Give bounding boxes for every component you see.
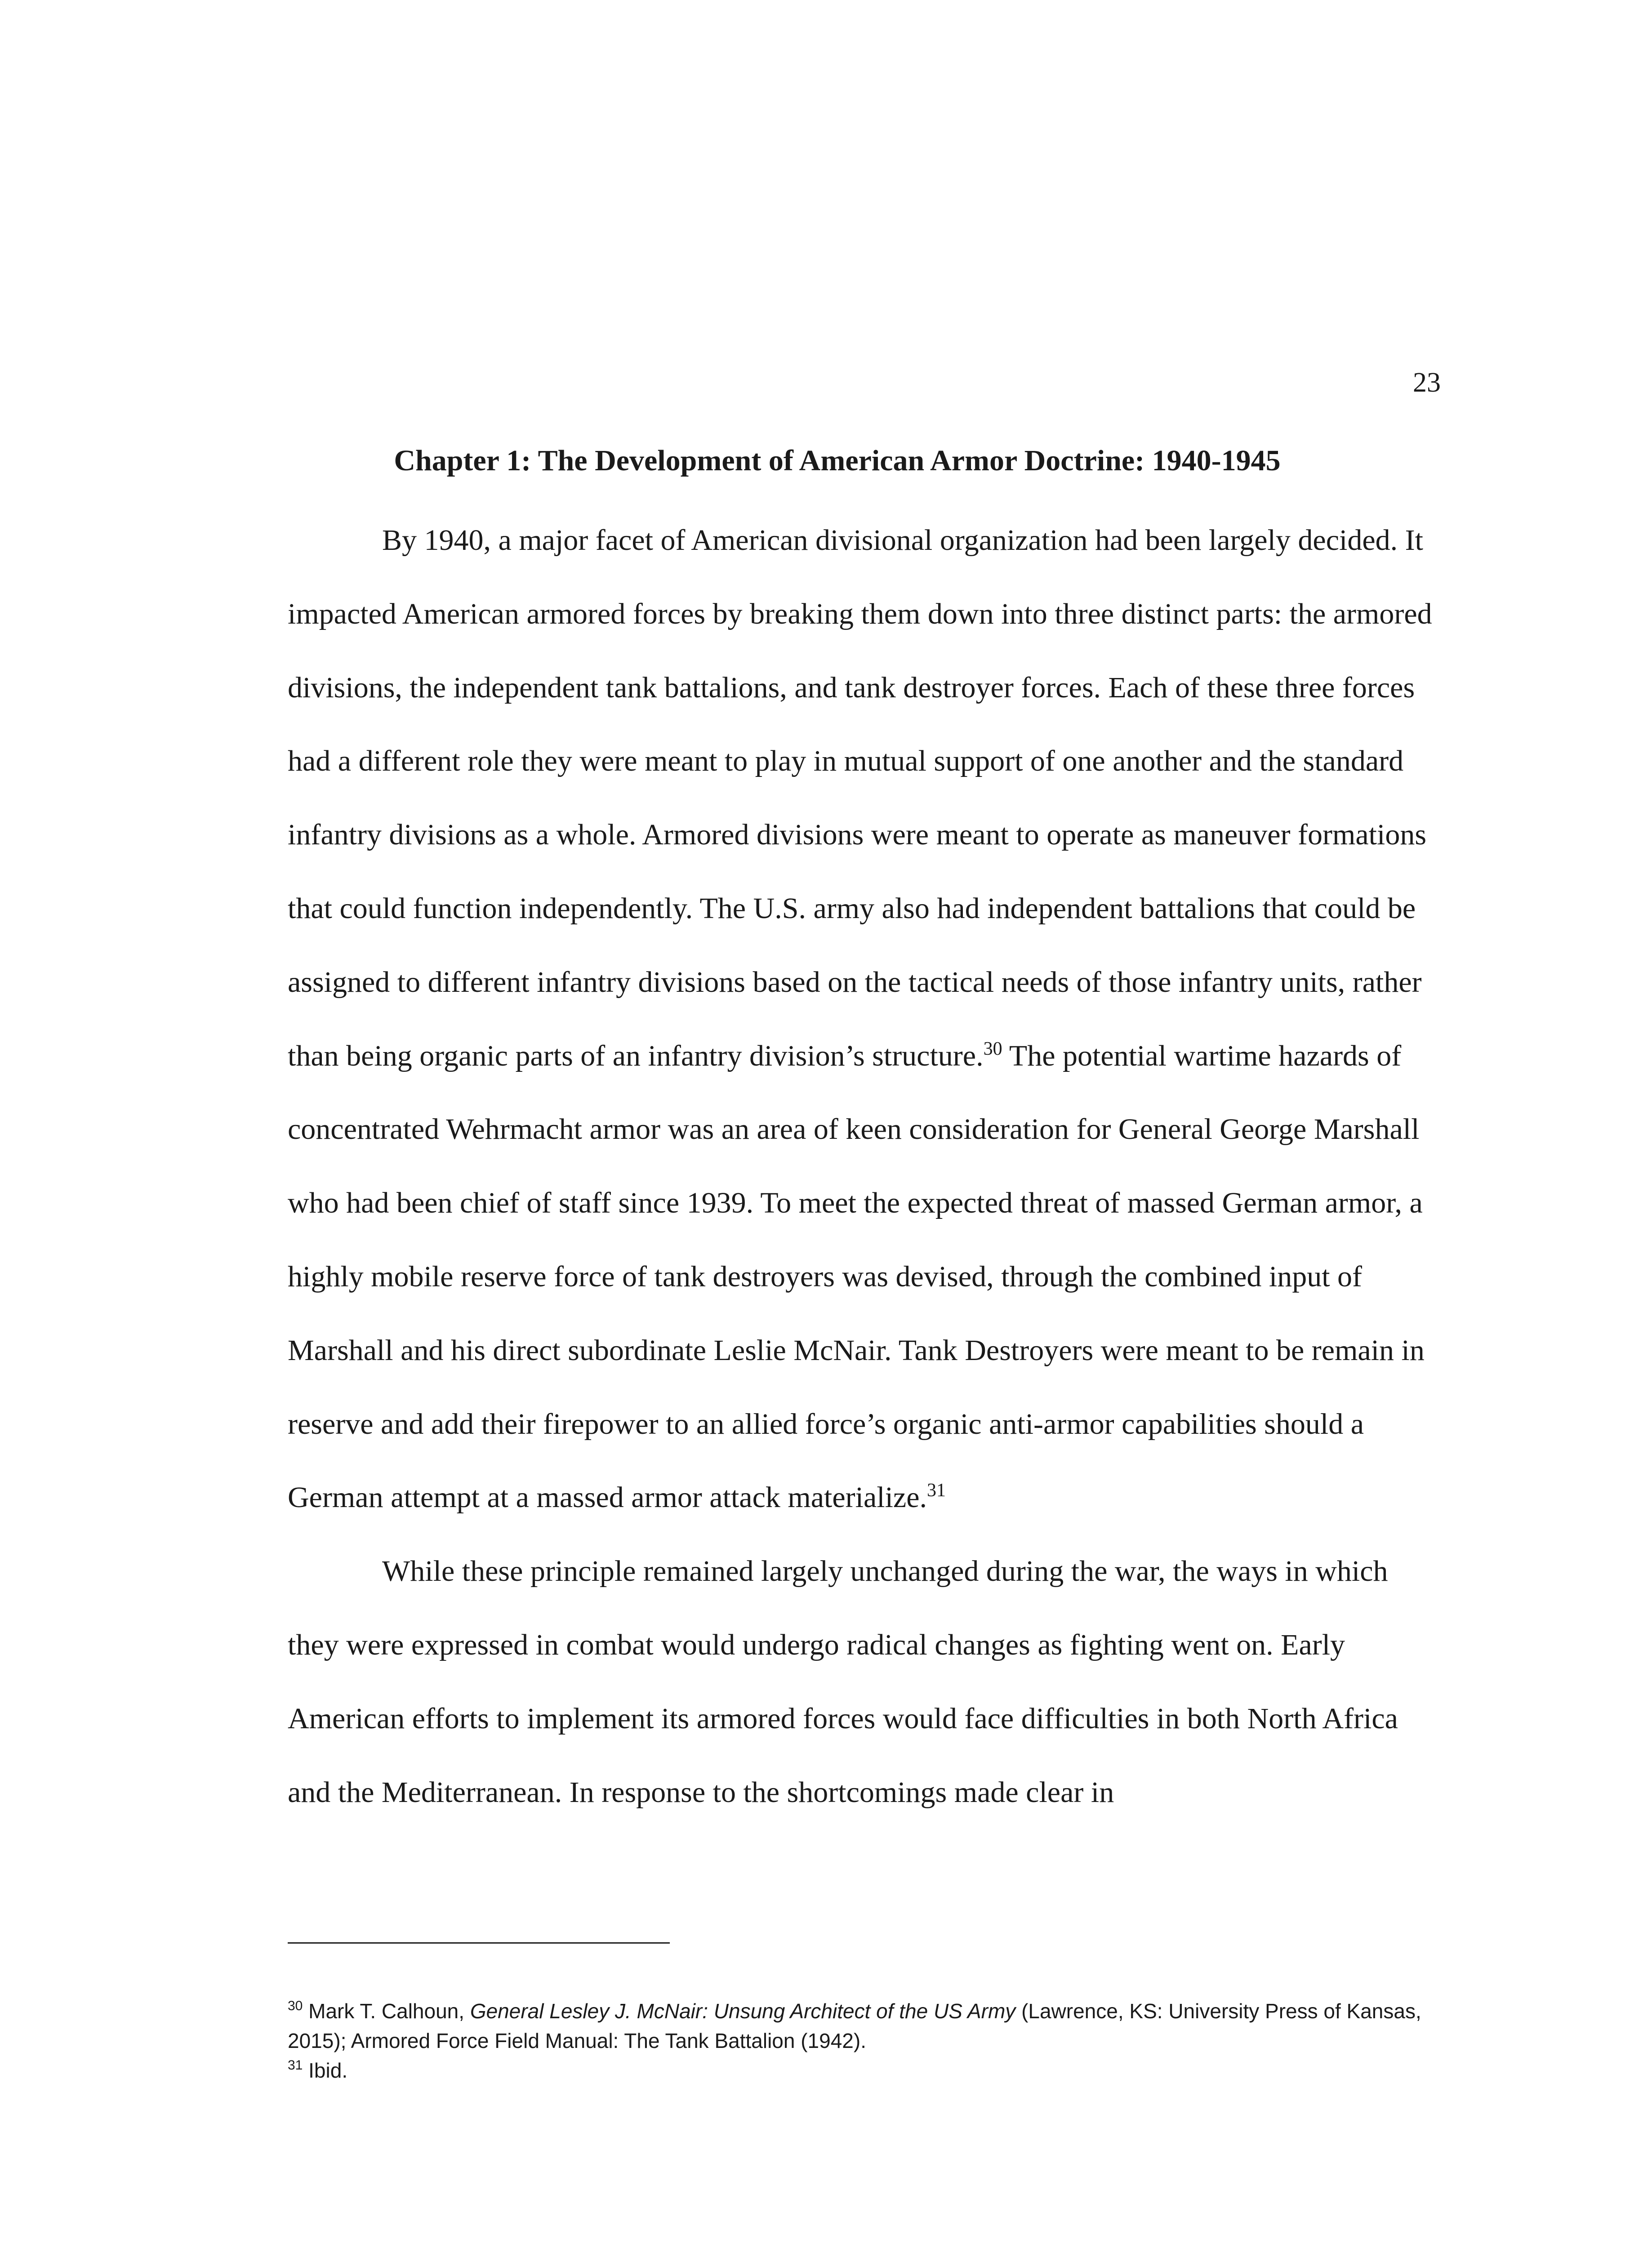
footnote-number: 30 [288, 1998, 303, 2013]
paragraph-1-part-2: The potential wartime hazards of concentrated Wehrmacht armor was an area of keen consideration for General George Marshall who had been chief of staff since 1939. To meet the expected threat of massed German armor, a highly mobile reserve force of tank destroyers was devised, through the combined input of Marshall and his direct subordinate Leslie McNair. Tank Destroyers were meant to be remain in reserve and add their firepower to an allied force’s organic anti-armor capabilities should a German attempt at a massed armor attack materialize. [288, 1039, 1425, 1514]
footnote-ref-30: 30 [983, 1038, 1002, 1059]
paragraph-1 [288, 504, 1443, 1534]
page-number: 23 [1413, 367, 1441, 398]
footnotes [288, 1996, 1456, 2085]
body-text [288, 504, 1443, 1829]
footnote-number: 31 [288, 2058, 303, 2073]
footnote-text: (Lawrence, KS: University Press of Kansas, 2015); Armored Force Field Manual: The Tank Battalion (1942). [288, 1999, 1421, 2052]
footnote-ref-31: 31 [927, 1480, 946, 1501]
footnote-text: Ibid. [303, 2059, 348, 2082]
paragraph-2: While these principle remained largely unchanged during the war, the ways in which they were expressed in combat would undergo radical changes as fighting went on. Early American efforts to implement its armored forces would face difficulties in both North Africa and the Mediterranean. In response to the shortcomings made clear in [288, 1555, 1398, 1809]
footnote-30 [288, 1996, 1456, 2056]
footnote-31 [288, 2056, 1456, 2085]
paragraph-1-part-1: By 1940, a major facet of American divisional organization had been largely decided. It impacted American armored forces by breaking them down into three distinct parts: the armored divisions, the independent tank battalions, and tank destroyer forces. Each of these three forces had a different role they were meant to play in mutual support of one another and the standard infantry divisions as a whole. Armored divisions were meant to operate as maneuver formations that could function independently. The U.S. army also had independent battalions that could be assigned to different infantry divisions based on the tactical needs of those infantry units, rather than being organic parts of an infantry division’s structure. [288, 524, 1432, 1072]
footnote-text: Mark T. Calhoun, [303, 1999, 470, 2023]
footnote-separator [288, 1942, 670, 1944]
chapter-title: Chapter 1: The Development of American Armor Doctrine: 1940-1945 [394, 444, 1281, 477]
footnote-book-title: General Lesley J. McNair: Unsung Architect of the US Army [470, 1999, 1016, 2023]
